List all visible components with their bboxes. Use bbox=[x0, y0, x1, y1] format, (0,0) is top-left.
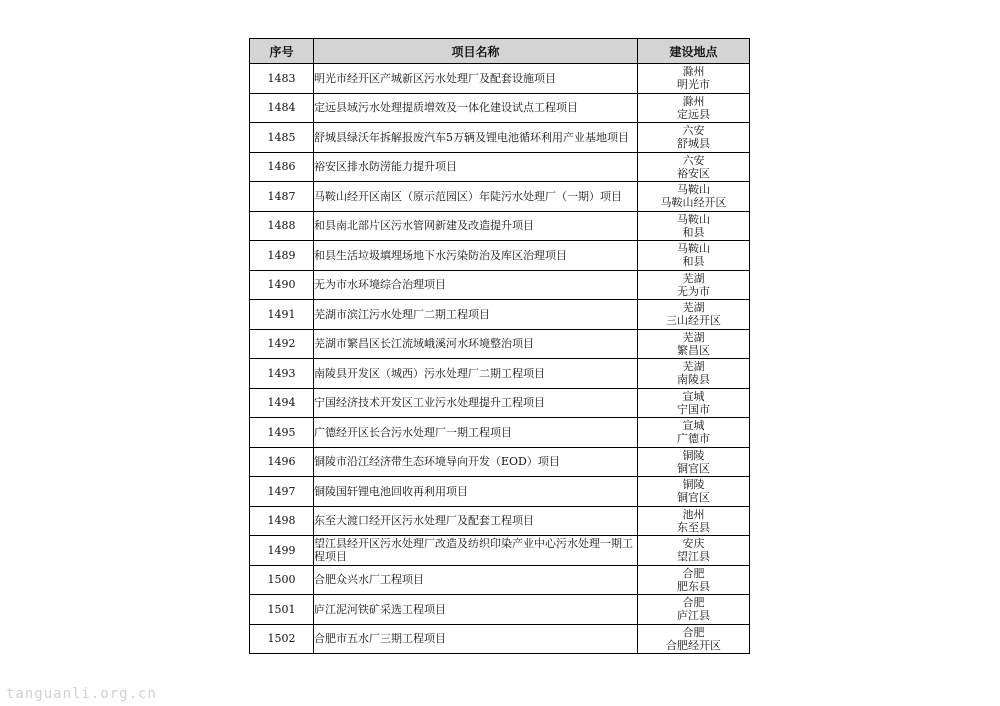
project-name: 合肥众兴水厂工程项目 bbox=[314, 565, 638, 595]
table-row bbox=[250, 211, 750, 241]
table-row bbox=[250, 152, 750, 182]
table-row bbox=[250, 300, 750, 330]
location-cell bbox=[638, 506, 750, 536]
location-cell bbox=[638, 595, 750, 625]
location-city: 六安 bbox=[682, 124, 705, 138]
location-cell bbox=[638, 447, 750, 477]
location-county: 和县 bbox=[682, 225, 705, 239]
table-header-row bbox=[250, 39, 750, 64]
location-cell bbox=[638, 418, 750, 448]
table-row bbox=[250, 418, 750, 448]
table-row bbox=[250, 359, 750, 389]
location-county: 和县 bbox=[682, 255, 705, 269]
table-row bbox=[250, 565, 750, 595]
table-row bbox=[250, 93, 750, 123]
project-name: 东至大渡口经开区污水处理厂及配套工程项目 bbox=[314, 506, 638, 536]
project-name: 宁国经济技术开发区工业污水处理提升工程项目 bbox=[314, 388, 638, 418]
row-number: 1502 bbox=[250, 624, 314, 654]
location-county: 舒城县 bbox=[677, 137, 710, 151]
location-cell bbox=[638, 477, 750, 507]
location-county: 繁昌区 bbox=[677, 343, 710, 357]
location-city: 马鞍山 bbox=[677, 242, 710, 256]
location-city: 芜湖 bbox=[682, 271, 705, 285]
header-location: 建设地点 bbox=[638, 39, 750, 64]
location-city: 池州 bbox=[682, 507, 705, 521]
location-county: 肥东县 bbox=[677, 579, 710, 593]
row-number: 1494 bbox=[250, 388, 314, 418]
project-name: 铜陵国轩锂电池回收再利用项目 bbox=[314, 477, 638, 507]
row-number: 1487 bbox=[250, 182, 314, 212]
location-cell bbox=[638, 359, 750, 389]
table-row bbox=[250, 270, 750, 300]
row-number: 1485 bbox=[250, 123, 314, 153]
location-cell bbox=[638, 329, 750, 359]
location-cell bbox=[638, 211, 750, 241]
table-row bbox=[250, 447, 750, 477]
location-county: 南陵县 bbox=[677, 373, 710, 387]
location-city: 芜湖 bbox=[682, 301, 705, 315]
location-city: 滁州 bbox=[682, 94, 705, 108]
row-number: 1492 bbox=[250, 329, 314, 359]
row-number: 1499 bbox=[250, 536, 314, 566]
row-number: 1489 bbox=[250, 241, 314, 271]
table-row bbox=[250, 536, 750, 566]
project-name: 和县生活垃圾填埋场地下水污染防治及库区治理项目 bbox=[314, 241, 638, 271]
location-county: 庐江县 bbox=[677, 609, 710, 623]
row-number: 1483 bbox=[250, 64, 314, 94]
project-name: 芜湖市滨江污水处理厂二期工程项目 bbox=[314, 300, 638, 330]
location-city: 六安 bbox=[682, 153, 705, 167]
table-row bbox=[250, 123, 750, 153]
location-county: 望江县 bbox=[677, 550, 710, 564]
location-county: 铜官区 bbox=[677, 461, 710, 475]
location-county: 无为市 bbox=[677, 284, 710, 298]
location-cell bbox=[638, 624, 750, 654]
location-cell bbox=[638, 64, 750, 94]
row-number: 1501 bbox=[250, 595, 314, 625]
project-name: 芜湖市繁昌区长江流域峨溪河水环境整治项目 bbox=[314, 329, 638, 359]
project-name: 庐江泥河铁矿采选工程项目 bbox=[314, 595, 638, 625]
row-number: 1490 bbox=[250, 270, 314, 300]
row-number: 1496 bbox=[250, 447, 314, 477]
watermark: tanguanli.org.cn bbox=[6, 686, 157, 702]
location-county: 宁国市 bbox=[677, 402, 710, 416]
row-number: 1484 bbox=[250, 93, 314, 123]
row-number: 1498 bbox=[250, 506, 314, 536]
header-num: 序号 bbox=[250, 39, 314, 64]
location-city: 铜陵 bbox=[682, 448, 705, 462]
location-city: 合肥 bbox=[682, 566, 705, 580]
location-city: 马鞍山 bbox=[677, 183, 710, 197]
project-name: 裕安区排水防涝能力提升项目 bbox=[314, 152, 638, 182]
row-number: 1495 bbox=[250, 418, 314, 448]
location-county: 铜官区 bbox=[677, 491, 710, 505]
location-city: 合肥 bbox=[682, 596, 705, 610]
table-row bbox=[250, 624, 750, 654]
location-county: 东至县 bbox=[677, 520, 710, 534]
project-name: 铜陵市沿江经济带生态环境导向开发（EOD）项目 bbox=[314, 447, 638, 477]
location-county: 马鞍山经开区 bbox=[660, 196, 727, 210]
project-name: 望江县经开区污水处理厂改造及纺织印染产业中心污水处理一期工程项目 bbox=[314, 536, 638, 566]
project-name: 明光市经开区产城新区污水处理厂及配套设施项目 bbox=[314, 64, 638, 94]
location-cell bbox=[638, 565, 750, 595]
location-cell bbox=[638, 241, 750, 271]
table-row bbox=[250, 182, 750, 212]
project-name: 定远县域污水处理提质增效及一体化建设试点工程项目 bbox=[314, 93, 638, 123]
location-cell bbox=[638, 152, 750, 182]
table-row bbox=[250, 388, 750, 418]
location-cell bbox=[638, 300, 750, 330]
header-name: 项目名称 bbox=[314, 39, 638, 64]
project-name: 舒城县绿沃年拆解报废汽车5万辆及锂电池循环利用产业基地项目 bbox=[314, 123, 638, 153]
location-city: 合肥 bbox=[682, 625, 705, 639]
location-county: 广德市 bbox=[677, 432, 710, 446]
location-city: 芜湖 bbox=[682, 360, 705, 374]
table-row bbox=[250, 64, 750, 94]
project-name: 马鞍山经开区南区（原示范园区）年陡污水处理厂（一期）项目 bbox=[314, 182, 638, 212]
projects-table bbox=[249, 38, 750, 654]
row-number: 1493 bbox=[250, 359, 314, 389]
location-city: 芜湖 bbox=[682, 330, 705, 344]
row-number: 1500 bbox=[250, 565, 314, 595]
project-name: 南陵县开发区（城西）污水处理厂二期工程项目 bbox=[314, 359, 638, 389]
table-row bbox=[250, 477, 750, 507]
location-cell bbox=[638, 536, 750, 566]
location-city: 马鞍山 bbox=[677, 212, 710, 226]
location-cell bbox=[638, 388, 750, 418]
project-name: 和县南北部片区污水管网新建及改造提升项目 bbox=[314, 211, 638, 241]
table-row bbox=[250, 506, 750, 536]
row-number: 1486 bbox=[250, 152, 314, 182]
table-body bbox=[250, 64, 750, 654]
location-city: 宣城 bbox=[682, 419, 705, 433]
project-name: 无为市水环境综合治理项目 bbox=[314, 270, 638, 300]
table-row bbox=[250, 595, 750, 625]
location-county: 明光市 bbox=[677, 78, 710, 92]
location-county: 三山经开区 bbox=[666, 314, 721, 328]
location-city: 铜陵 bbox=[682, 478, 705, 492]
location-city: 滁州 bbox=[682, 65, 705, 79]
location-city: 安庆 bbox=[682, 537, 705, 551]
location-city: 宣城 bbox=[682, 389, 705, 403]
location-cell bbox=[638, 270, 750, 300]
row-number: 1497 bbox=[250, 477, 314, 507]
location-county: 定远县 bbox=[677, 107, 710, 121]
table-row bbox=[250, 241, 750, 271]
location-county: 裕安区 bbox=[677, 166, 710, 180]
project-name: 广德经开区长合污水处理厂一期工程项目 bbox=[314, 418, 638, 448]
row-number: 1491 bbox=[250, 300, 314, 330]
row-number: 1488 bbox=[250, 211, 314, 241]
project-name: 合肥市五水厂三期工程项目 bbox=[314, 624, 638, 654]
table-row bbox=[250, 329, 750, 359]
location-cell bbox=[638, 123, 750, 153]
location-cell bbox=[638, 93, 750, 123]
location-cell bbox=[638, 182, 750, 212]
location-county: 合肥经开区 bbox=[666, 638, 721, 652]
